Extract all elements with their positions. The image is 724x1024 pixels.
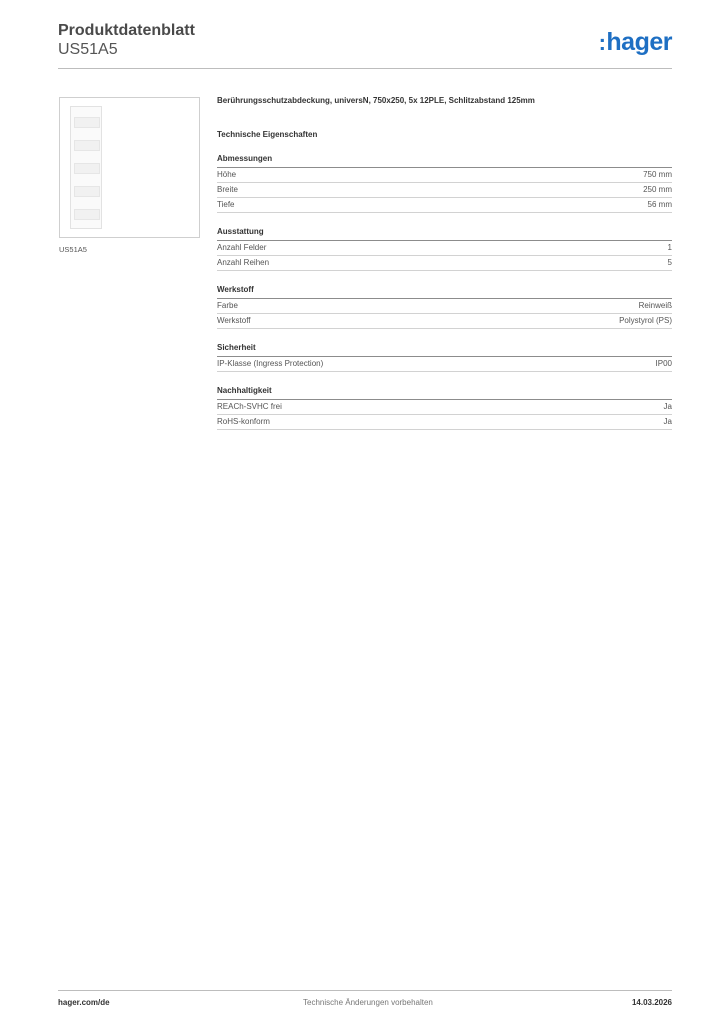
spec-value: 56 mm — [647, 200, 672, 209]
spec-label: Breite — [217, 185, 238, 194]
product-image — [59, 97, 200, 238]
spec-group — [217, 154, 672, 213]
panel-slot — [74, 140, 100, 151]
spec-label: RoHS-konform — [217, 417, 270, 426]
spec-label: Werkstoff — [217, 316, 251, 325]
spec-row — [217, 314, 672, 329]
panel-slot — [74, 186, 100, 197]
spec-value: Polystyrol (PS) — [619, 316, 672, 325]
spec-value: Reinweiß — [638, 301, 672, 310]
footer-date: 14.03.2026 — [631, 998, 672, 1007]
panel-slot — [74, 163, 100, 174]
panel-slot — [74, 209, 100, 220]
spec-groups — [217, 154, 672, 430]
spec-label: IP-Klasse (Ingress Protection) — [217, 359, 324, 368]
spec-row — [217, 198, 672, 213]
logo-text: hager — [606, 28, 672, 56]
spec-row — [217, 400, 672, 415]
spec-group-title: Ausstattung — [217, 227, 672, 241]
specs-heading: Technische Eigenschaften — [217, 130, 318, 139]
spec-group — [217, 285, 672, 329]
spec-label: Anzahl Reihen — [217, 258, 270, 267]
spec-label: Anzahl Felder — [217, 243, 267, 252]
footer-notice: Technische Änderungen vorbehalten — [303, 998, 433, 1007]
spec-group-title: Werkstoff — [217, 285, 672, 299]
spec-group-title: Abmessungen — [217, 154, 672, 168]
spec-row — [217, 183, 672, 198]
footer-divider — [58, 990, 672, 991]
spec-row — [217, 357, 672, 372]
product-details — [217, 96, 672, 430]
document-title: Produktdatenblatt — [58, 22, 195, 39]
article-number: US51A5 — [58, 41, 118, 58]
hager-logo — [599, 28, 672, 57]
spec-group-title: Sicherheit — [217, 343, 672, 357]
spec-group — [217, 227, 672, 271]
logo-dots: : — [598, 30, 606, 55]
spec-group — [217, 386, 672, 430]
spec-label: Farbe — [217, 301, 238, 310]
spec-row — [217, 256, 672, 271]
panel-slot — [74, 117, 100, 128]
cover-panel-illustration — [70, 106, 102, 229]
spec-label: REACh-SVHC frei — [217, 402, 282, 411]
spec-row — [217, 168, 672, 183]
footer-website: hager.com/de — [58, 998, 110, 1007]
page-header — [58, 22, 672, 70]
product-description: Berührungsschutzabdeckung, universN, 750x250, 5x 12PLE, Schlitzabstand 125mm — [217, 96, 535, 105]
spec-value: IP00 — [655, 359, 672, 368]
spec-value: Ja — [663, 417, 672, 426]
spec-value: 5 — [667, 258, 672, 267]
spec-label: Tiefe — [217, 200, 235, 209]
spec-row — [217, 415, 672, 430]
spec-value: Ja — [663, 402, 672, 411]
spec-group — [217, 343, 672, 372]
spec-value: 750 mm — [643, 170, 672, 179]
header-divider — [58, 68, 672, 69]
spec-label: Höhe — [217, 170, 237, 179]
image-caption: US51A5 — [59, 245, 87, 254]
spec-value: 1 — [667, 243, 672, 252]
spec-group-title: Nachhaltigkeit — [217, 386, 672, 400]
spec-value: 250 mm — [643, 185, 672, 194]
spec-row — [217, 241, 672, 256]
spec-row — [217, 299, 672, 314]
